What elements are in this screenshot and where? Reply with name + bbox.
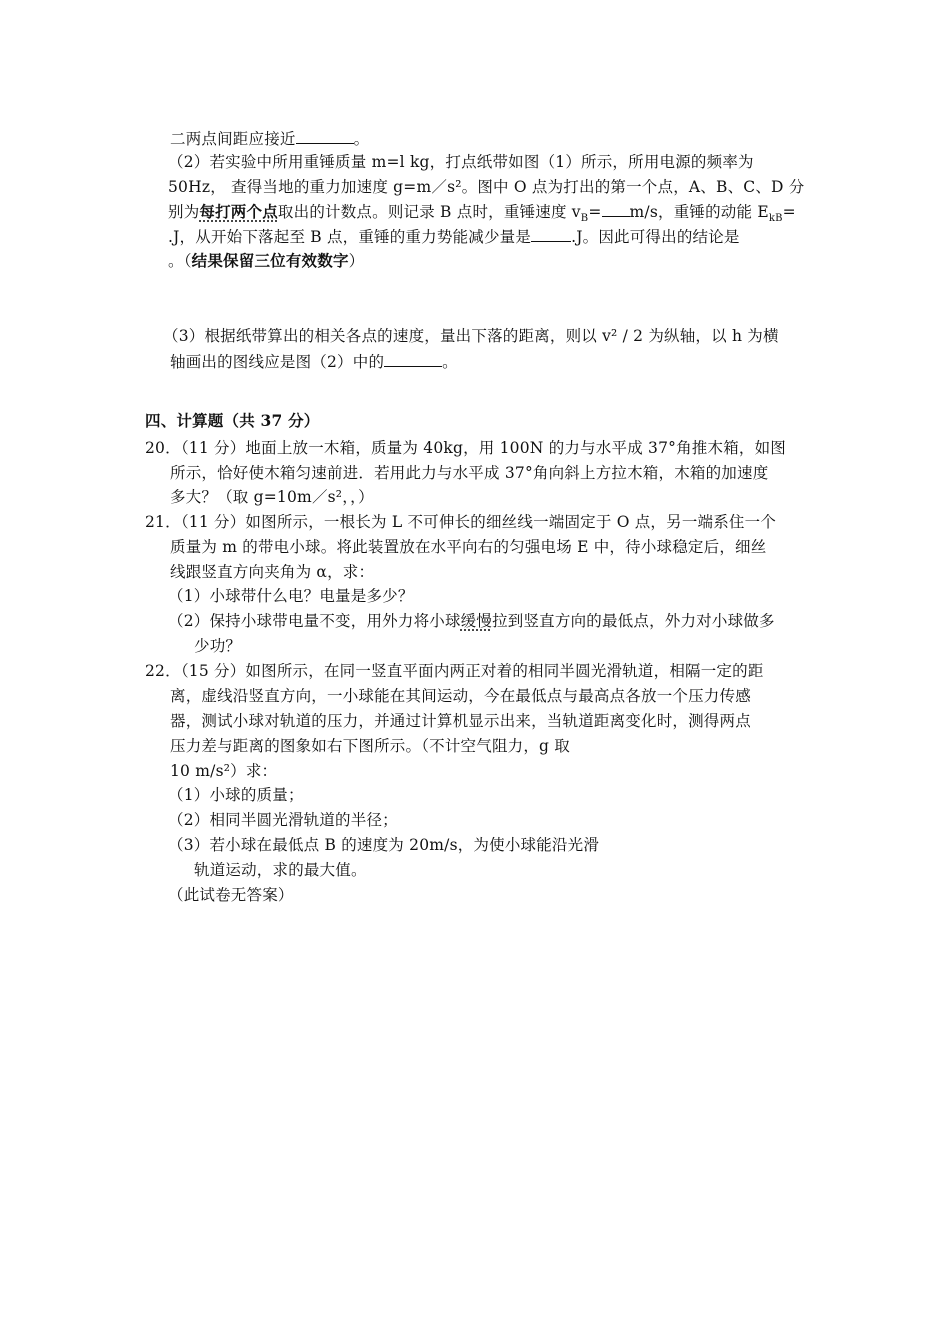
answer-blank (384, 351, 442, 367)
q22-line-d: 压力差与距离的图象如右下图所示。（不计空气阻力，g 取 (170, 737, 571, 755)
q22-line-f: （1）小球的质量； (168, 786, 304, 804)
no-answer-note: （此试卷无答案） (168, 886, 294, 904)
q21-line-c: 线跟竖直方向夹角为 α，求： (170, 563, 375, 581)
q19-part3-line-a: （3）根据纸带算出的相关各点的速度，量出下落的距离，则以 v² / 2 为纵轴，以 h 为横 (163, 327, 779, 345)
q21-line-f: 少功？ (194, 637, 242, 655)
answer-blank (602, 201, 630, 217)
q19-line-1: 二两点间距应接近 。 (170, 130, 370, 148)
q20-line-b: 所示，恰好使木箱匀速前进．若用此力与水平成 37°角向斜上方拉木箱，木箱的加速度 (170, 464, 769, 482)
q19-part2-line-b: 50Hz， 查得当地的重力加速度 g=m／s²。图中 O 点为打出的第一个点，A、B、C、D 分 (168, 178, 805, 196)
emphasis-text: 每打两个点 (199, 202, 278, 221)
q21-line-b: 质量为 m 的带电小球。将此装置放在水平向右的匀强电场 E 中，待小球稳定后，细丝 (170, 538, 767, 556)
q19-part2-line-a: （2）若实验中所用重锤质量 m=l kg，打点纸带如图（1）所示，所用电源的频率为 (168, 153, 754, 171)
q19-part2-line-d: .J，从开始下落起至 B 点，重锤的重力势能减少量是 .J。因此可得出的结论是 (168, 228, 740, 246)
q21-line-a: 21．（11 分）如图所示，一根长为 L 不可伸长的细丝线一端固定于 O 点，另一端系住一个 (145, 513, 777, 531)
q20-line-a: 20．（11 分）地面上放一木箱，质量为 40kg，用 100N 的力与水平成 37°角推木箱，如图 (145, 439, 786, 457)
q22-line-a: 22．（15 分）如图所示，在同一竖直平面内两正对着的相同半圆光滑轨道，相隔一定的距 (145, 662, 764, 680)
q21-line-e: （2）保持小球带电量不变，用外力将小球缓慢拉到竖直方向的最低点，外力对小球做多 (168, 612, 775, 630)
answer-blank (296, 128, 354, 144)
q22-line-g: （2）相同半圆光滑轨道的半径； (168, 811, 398, 829)
q22-line-i: 轨道运动，求的最大值。 (194, 861, 367, 879)
q20-line-c: 多大？（取 g=10m／s²，，） (170, 488, 374, 506)
answer-blank (531, 226, 571, 242)
q22-line-h: （3）若小球在最低点 B 的速度为 20m/s，为使小球能沿光滑 (168, 836, 600, 854)
section-title: 四、计算题（共 37 分） (145, 411, 320, 430)
q19-part3-line-b: 轴画出的图线应是图（2）中的 。 (170, 353, 458, 371)
q19-part2-line-c: 别为每打两个点取出的计数点。则记录 B 点时，重锤速度 $v_B= m/s$，重锤的动能 $E_{kB}=$ (168, 202, 796, 225)
q21-line-d: （1）小球带什么电？电量是多少？ (168, 587, 414, 605)
emphasis-text: 缓慢 (460, 612, 493, 630)
q22-line-b: 离，虚线沿竖直方向，一小球能在其间运动，今在最低点与最高点各放一个压力传感 (170, 687, 751, 705)
q19-part2-line-e: 。（结果保留三位有效数字） (168, 251, 365, 270)
q22-line-c: 器，测试小球对轨道的压力，并通过计算机显示出来，当轨道距离变化时，测得两点 (170, 712, 751, 730)
q22-line-e: 10 m/s²）求： (170, 762, 278, 780)
